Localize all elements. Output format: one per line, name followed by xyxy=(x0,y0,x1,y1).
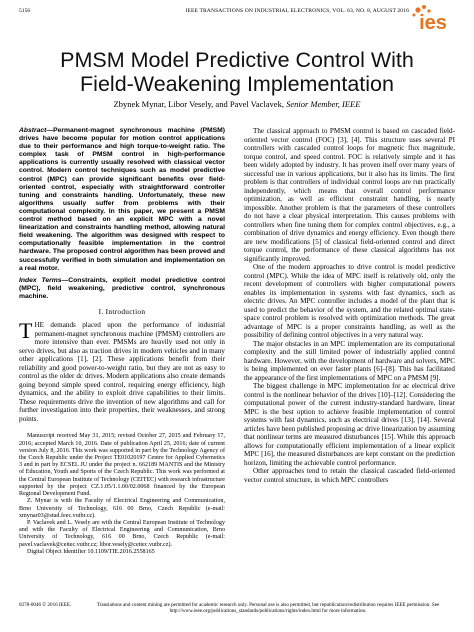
section-heading: I. Introduction xyxy=(98,306,146,316)
paragraph: The biggest challenge in MPC implementation for ac electrical drive control is the nonlinear behavior of the drives [10]–[12]. Considering the computational power of the current industry-standard hardware, linear MPC is the best option to achieve feasible implementation of control systems with fast dynamics, such as electrical drives [13], [14]. Several articles have been published proposing ac drive linearization by assuming that nonlinear terms are measured disturbances [15]. While this approach allows for computationally efficient implementation of a linear explicit MPC [16], the measured disturbances are kept constant on the prediction horizon, limiting the achievable control performance. xyxy=(244,382,455,467)
intro-lead: HE xyxy=(34,321,44,330)
paragraph: Other approaches tend to retain the classical cascaded field-oriented vector control structure, in which MPC controllers xyxy=(244,467,455,484)
footnote xyxy=(19,431,225,555)
title-line-2: Field-Weakening Implementation xyxy=(80,72,394,96)
author-suffix: Senior Member, IEEE xyxy=(286,99,361,109)
ies-logo xyxy=(409,2,457,38)
intro-paragraph xyxy=(19,318,225,423)
author-names: Zbynek Mynar, Libor Vesely, and Pavel Vaclavek, xyxy=(113,99,284,109)
dropcap: T xyxy=(19,318,33,344)
index-terms-text: —Constraints, explicit model predictive control (MPC), field weakening, predictive control, synchronous machine. xyxy=(19,276,226,300)
footnote-author-1: Z. Mynar is with the Faculty of Electrical Engineering and Communication, Brno University of Technology, 616 00 Brno, Czech Republic (e-mail: xmynar03@stud.feec.vutbr.cz). xyxy=(19,498,225,519)
paper-title xyxy=(19,48,455,96)
footer-issn: 0278-0046 © 2016 IEEE. xyxy=(19,602,72,608)
footnote-author-2: P. Vaclavek and L. Vesely are with the Central European Institute of Technology and with the Faculty of Electrical Engineering and Communication, Brno University of Technology, 616 00 Brno, Czech Republic (e-mail: pavel.vaclavek@ceitec.vutbr.cz; libor.vesely@ceitec.vutbr.cz). xyxy=(19,519,225,548)
abstract-label: Abstract xyxy=(19,127,47,134)
footnote-manuscript: Manuscript received May 31, 2015; revised October 27, 2015 and February 17, 2016; accepted March 10, 2016. Date of publication April 25, 2016; date of current version July 8, 2016. This work was supported in part by the Technology Agency of the Czech Republic under the Project TE01020197 Centre for Applied Cybernetics 3 and in part by ECSEL JU under the project n. 662189 MANTIS and the Ministry of Education, Youth and Sports of the Czech Republic. This work was performed at the Central European Institute of Technology (CEITEC) with research infrastructure supported by the project CZ.1.05/1.1.00/02.0068 financed by the European Regional Development Fund. xyxy=(19,433,225,498)
abstract-text: —Permanent-magnet synchronous machine (PMSM) drives have become popular for motion control applications due to their performance and high torque-to-weight ratio. The complex task of PMSM control in high-performance applications is currently usually resolved with classical vector control. Modern control techniques such as model predictive control (MPC) can provide significant benefits over field-oriented control, especially with straightforward controller tuning and constraints handling. Unfortunately, these new algorithms usually suffer from problems with their computational complexity. In this paper, we present a PMSM control method based on an explicit MPC with a novel linearization and constraints handling method, allowing natural field weakening. The algorithm was designed with respect to computationally feasible implementation in the control hardware. The proposed control algorithm has been proved and successfully verified in both simulation and implementation on a real motor. xyxy=(19,127,225,272)
left-column xyxy=(19,127,225,556)
paragraph: The classical approach to PMSM control is based on cascaded field-oriented vector control (FOC) [3], [4]. This structure uses several PI controllers with cascaded control loops for magnetic flux magnitude, torque control, and speed control. FOC is relatively simple and it has been widely adopted by industry. It has proven itself over many years of successful use in various applications, but it also has its limits. The first problem is that controllers of individual control loops are run practically independently, which means that overall control performance optimization, as well as efficient constraint handling, is nearly impossible. Another problem is that the parameters of these controllers do not have a clear physical interpretation. This causes problems with controllers when fine tuning them for complex control objectives, e.g., a combination of drive dynamics and energy efficiency. Even though there are new modifications [5] of classical field-oriented control and direct torque control, the performance of these classical algorithms has not significantly improved. xyxy=(244,127,455,263)
logo-text: ies xyxy=(419,12,447,34)
paragraph: The major obstacles in an MPC implementation are its computational complexity and the still limited power of industrially applied control hardware. However, with the development of hardware and solvers, MPC is being implemented on ever faster plants [6]–[8]. This has facilitated the appearance of the first implementations of MPC on a PMSM [9]. xyxy=(244,339,455,382)
authors xyxy=(19,99,455,109)
abstract xyxy=(19,127,225,273)
intro-text: demands placed upon the performance of industrial permanent-magnet synchronous machine (PMSM) controllers are more intensive than ever. PMSMs are heavily used not only in servo drives, but also as traction drives in modern vehicles and in many other applications [1], [2]. These applications benefit from their reliability and good power-to-weight ratio, but they are not as easy to control as the older dc drives. Modern applications also create demands going beyond simple speed control, requiring energy efficiency, high dynamics, and the ability to exploit drive capabilities to their limits. These requirements drive the invention of new algorithms and call for further investigation into their properties, their weaknesses, and strong points. xyxy=(19,321,225,423)
paragraph: One of the modern approaches to drive control is model predictive control (MPC). While the idea of MPC itself is relatively old, only the recent development of controllers with higher computational powers enables its implementation in systems with fast dynamics, such as electric drives. An MPC controller includes a model of the plant that is used to predict the behavior of the system, and the related optimal state-space control problem is resolved with optimization methods. The great advantage of MPC is a proper constraints handling, as well as the possibility of defining control objectives in a very natural way. xyxy=(244,263,455,339)
journal-header: IEEE TRANSACTIONS ON INDUSTRIAL ELECTRONICS, VOL. 63, NO. 8, AUGUST 2016 xyxy=(185,8,409,14)
right-column xyxy=(244,127,455,484)
page-number: 5156 xyxy=(19,8,31,14)
index-terms-label: Index Terms xyxy=(19,276,62,284)
index-terms xyxy=(19,277,225,301)
footnote-doi: Digital Object Identifier 10.1109/TIE.2016.2558165 xyxy=(27,548,155,555)
footer-license: Translations and content mining are permitted for academic research only. Personal use is also permitted, but republication/redistribution requires IEEE permission. See http://www.ieee.org/publications_standards/publications/rights/index.html for more information. xyxy=(96,602,440,615)
title-line-1: PMSM Model Predictive Control With xyxy=(60,48,414,72)
page-header xyxy=(19,8,409,18)
